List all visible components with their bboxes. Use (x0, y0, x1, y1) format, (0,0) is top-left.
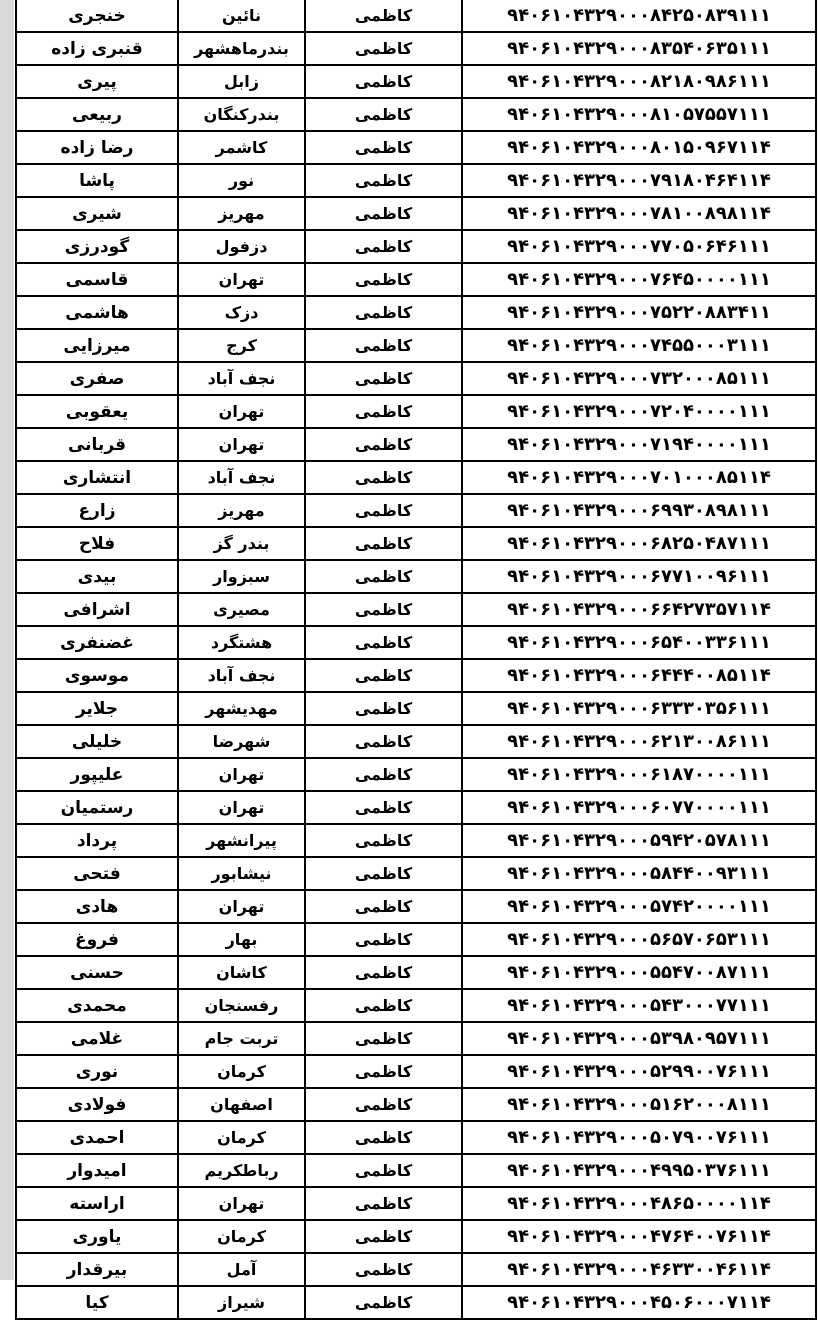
city-cell: تهران (178, 263, 305, 296)
last-name-cell: پرداد (16, 824, 178, 857)
code-cell: ۹۴۰۶۱۰۴۳۲۹۰۰۰۶۲۱۳۰۰۸۶۱۱۱ (462, 725, 816, 758)
code-cell: ۹۴۰۶۱۰۴۳۲۹۰۰۰۷۴۵۵۰۰۰۳۱۱۱ (462, 329, 816, 362)
first-name-cell: کاظمی (305, 494, 462, 527)
table-row (16, 1253, 816, 1286)
code-cell: ۹۴۰۶۱۰۴۳۲۹۰۰۰۵۹۴۲۰۵۷۸۱۱۱ (462, 824, 816, 857)
code-cell: ۹۴۰۶۱۰۴۳۲۹۰۰۰۴۶۳۳۰۰۴۶۱۱۴ (462, 1253, 816, 1286)
code-cell: ۹۴۰۶۱۰۴۳۲۹۰۰۰۵۶۵۷۰۶۵۳۱۱۱ (462, 923, 816, 956)
first-name-cell: کاظمی (305, 428, 462, 461)
last-name-cell: خلیلی (16, 725, 178, 758)
city-cell: مصیری (178, 593, 305, 626)
table-row (16, 1022, 816, 1055)
last-name-cell: اراسته (16, 1187, 178, 1220)
code-cell: ۹۴۰۶۱۰۴۳۲۹۰۰۰۶۳۳۳۰۳۵۶۱۱۱ (462, 692, 816, 725)
last-name-cell: قاسمی (16, 263, 178, 296)
first-name-cell: کاظمی (305, 989, 462, 1022)
last-name-cell: فروغ (16, 923, 178, 956)
last-name-cell: خنجری (16, 0, 178, 32)
first-name-cell: کاظمی (305, 263, 462, 296)
city-cell: تهران (178, 428, 305, 461)
code-cell: ۹۴۰۶۱۰۴۳۲۹۰۰۰۶۵۴۰۰۳۳۶۱۱۱ (462, 626, 816, 659)
table-row (16, 0, 816, 32)
last-name-cell: پاشا (16, 164, 178, 197)
last-name-cell: یاوری (16, 1220, 178, 1253)
table-row (16, 197, 816, 230)
records-table-container (15, 0, 817, 1313)
code-cell: ۹۴۰۶۱۰۴۳۲۹۰۰۰۸۰۱۵۰۹۶۷۱۱۴ (462, 131, 816, 164)
city-cell: تهران (178, 791, 305, 824)
last-name-cell: میرزایی (16, 329, 178, 362)
city-cell: اصفهان (178, 1088, 305, 1121)
city-cell: بهار (178, 923, 305, 956)
code-cell: ۹۴۰۶۱۰۴۳۲۹۰۰۰۷۱۹۴۰۰۰۰۱۱۱ (462, 428, 816, 461)
code-cell: ۹۴۰۶۱۰۴۳۲۹۰۰۰۶۸۲۵۰۴۸۷۱۱۱ (462, 527, 816, 560)
table-row (16, 230, 816, 263)
city-cell: دزک (178, 296, 305, 329)
table-row (16, 923, 816, 956)
table-row (16, 1088, 816, 1121)
first-name-cell: کاظمی (305, 824, 462, 857)
first-name-cell: کاظمی (305, 131, 462, 164)
last-name-cell: صفری (16, 362, 178, 395)
code-cell: ۹۴۰۶۱۰۴۳۲۹۰۰۰۷۳۲۰۰۰۸۵۱۱۱ (462, 362, 816, 395)
last-name-cell: نوری (16, 1055, 178, 1088)
first-name-cell: کاظمی (305, 395, 462, 428)
code-cell: ۹۴۰۶۱۰۴۳۲۹۰۰۰۴۵۰۶۰۰۰۷۱۱۴ (462, 1286, 816, 1319)
first-name-cell: کاظمی (305, 1220, 462, 1253)
first-name-cell: کاظمی (305, 923, 462, 956)
table-row (16, 461, 816, 494)
city-cell: تهران (178, 395, 305, 428)
code-cell: ۹۴۰۶۱۰۴۳۲۹۰۰۰۴۹۹۵۰۳۷۶۱۱۱ (462, 1154, 816, 1187)
last-name-cell: جلایر (16, 692, 178, 725)
city-cell: شیراز (178, 1286, 305, 1319)
table-row (16, 791, 816, 824)
table-row (16, 296, 816, 329)
first-name-cell: کاظمی (305, 296, 462, 329)
table-row (16, 626, 816, 659)
first-name-cell: کاظمی (305, 1187, 462, 1220)
table-row (16, 362, 816, 395)
code-cell: ۹۴۰۶۱۰۴۳۲۹۰۰۰۸۴۲۵۰۸۳۹۱۱۱ (462, 0, 816, 32)
city-cell: نجف آباد (178, 362, 305, 395)
code-cell: ۹۴۰۶۱۰۴۳۲۹۰۰۰۵۴۳۰۰۰۷۷۱۱۱ (462, 989, 816, 1022)
city-cell: کرمان (178, 1220, 305, 1253)
last-name-cell: بیرقدار (16, 1253, 178, 1286)
city-cell: مهدیشهر (178, 692, 305, 725)
table-row (16, 725, 816, 758)
last-name-cell: رستمیان (16, 791, 178, 824)
city-cell: بندرماهشهر (178, 32, 305, 65)
city-cell: مهریز (178, 494, 305, 527)
first-name-cell: کاظمی (305, 1121, 462, 1154)
city-cell: زابل (178, 65, 305, 98)
last-name-cell: هادی (16, 890, 178, 923)
table-row (16, 329, 816, 362)
first-name-cell: کاظمی (305, 527, 462, 560)
city-cell: تربت جام (178, 1022, 305, 1055)
table-row (16, 824, 816, 857)
city-cell: کرمان (178, 1121, 305, 1154)
table-row (16, 1154, 816, 1187)
code-cell: ۹۴۰۶۱۰۴۳۲۹۰۰۰۶۴۴۴۰۰۸۵۱۱۴ (462, 659, 816, 692)
table-row (16, 659, 816, 692)
city-cell: نجف آباد (178, 659, 305, 692)
code-cell: ۹۴۰۶۱۰۴۳۲۹۰۰۰۸۳۵۴۰۶۳۵۱۱۱ (462, 32, 816, 65)
code-cell: ۹۴۰۶۱۰۴۳۲۹۰۰۰۶۶۴۲۷۳۵۷۱۱۴ (462, 593, 816, 626)
city-cell: مهریز (178, 197, 305, 230)
first-name-cell: کاظمی (305, 329, 462, 362)
code-cell: ۹۴۰۶۱۰۴۳۲۹۰۰۰۷۶۴۵۰۰۰۰۱۱۱ (462, 263, 816, 296)
table-row (16, 890, 816, 923)
table-row (16, 989, 816, 1022)
last-name-cell: محمدی (16, 989, 178, 1022)
city-cell: کرمان (178, 1055, 305, 1088)
first-name-cell: کاظمی (305, 362, 462, 395)
table-row (16, 1286, 816, 1319)
table-row (16, 395, 816, 428)
code-cell: ۹۴۰۶۱۰۴۳۲۹۰۰۰۷۵۲۲۰۸۸۳۴۱۱ (462, 296, 816, 329)
city-cell: پیرانشهر (178, 824, 305, 857)
city-cell: نائین (178, 0, 305, 32)
last-name-cell: فلاح (16, 527, 178, 560)
code-cell: ۹۴۰۶۱۰۴۳۲۹۰۰۰۶۹۹۳۰۸۹۸۱۱۱ (462, 494, 816, 527)
code-cell: ۹۴۰۶۱۰۴۳۲۹۰۰۰۵۵۴۷۰۰۸۷۱۱۱ (462, 956, 816, 989)
last-name-cell: حسنی (16, 956, 178, 989)
first-name-cell: کاظمی (305, 98, 462, 131)
code-cell: ۹۴۰۶۱۰۴۳۲۹۰۰۰۶۰۷۷۰۰۰۰۱۱۱ (462, 791, 816, 824)
table-row (16, 560, 816, 593)
city-cell: آمل (178, 1253, 305, 1286)
city-cell: نجف آباد (178, 461, 305, 494)
city-cell: رباطکریم (178, 1154, 305, 1187)
table-row (16, 494, 816, 527)
first-name-cell: کاظمی (305, 758, 462, 791)
last-name-cell: غضنفری (16, 626, 178, 659)
first-name-cell: کاظمی (305, 230, 462, 263)
first-name-cell: کاظمی (305, 1253, 462, 1286)
city-cell: بندرکنگان (178, 98, 305, 131)
table-row (16, 692, 816, 725)
code-cell: ۹۴۰۶۱۰۴۳۲۹۰۰۰۷۷۰۵۰۶۴۶۱۱۱ (462, 230, 816, 263)
last-name-cell: فولادی (16, 1088, 178, 1121)
last-name-cell: غلامی (16, 1022, 178, 1055)
last-name-cell: اشرافی (16, 593, 178, 626)
first-name-cell: کاظمی (305, 659, 462, 692)
first-name-cell: کاظمی (305, 956, 462, 989)
last-name-cell: یعقوبی (16, 395, 178, 428)
table-row (16, 758, 816, 791)
last-name-cell: امیدوار (16, 1154, 178, 1187)
code-cell: ۹۴۰۶۱۰۴۳۲۹۰۰۰۴۸۶۵۰۰۰۰۱۱۴ (462, 1187, 816, 1220)
city-cell: نیشابور (178, 857, 305, 890)
first-name-cell: کاظمی (305, 725, 462, 758)
table-row (16, 98, 816, 131)
city-cell: کاشمر (178, 131, 305, 164)
code-cell: ۹۴۰۶۱۰۴۳۲۹۰۰۰۶۷۷۱۰۰۹۶۱۱۱ (462, 560, 816, 593)
code-cell: ۹۴۰۶۱۰۴۳۲۹۰۰۰۵۳۹۸۰۹۵۷۱۱۱ (462, 1022, 816, 1055)
table-row (16, 164, 816, 197)
first-name-cell: کاظمی (305, 791, 462, 824)
last-name-cell: قربانی (16, 428, 178, 461)
city-cell: دزفول (178, 230, 305, 263)
first-name-cell: کاظمی (305, 593, 462, 626)
city-cell: تهران (178, 890, 305, 923)
first-name-cell: کاظمی (305, 1286, 462, 1319)
first-name-cell: کاظمی (305, 1088, 462, 1121)
city-cell: بندر گز (178, 527, 305, 560)
code-cell: ۹۴۰۶۱۰۴۳۲۹۰۰۰۷۲۰۴۰۰۰۰۱۱۱ (462, 395, 816, 428)
first-name-cell: کاظمی (305, 626, 462, 659)
table-row (16, 428, 816, 461)
last-name-cell: انتشاری (16, 461, 178, 494)
last-name-cell: فتحی (16, 857, 178, 890)
last-name-cell: کیا (16, 1286, 178, 1319)
last-name-cell: موسوی (16, 659, 178, 692)
records-table (15, 0, 817, 1320)
code-cell: ۹۴۰۶۱۰۴۳۲۹۰۰۰۷۰۱۰۰۰۸۵۱۱۴ (462, 461, 816, 494)
code-cell: ۹۴۰۶۱۰۴۳۲۹۰۰۰۸۲۱۸۰۹۸۶۱۱۱ (462, 65, 816, 98)
last-name-cell: هاشمی (16, 296, 178, 329)
table-row (16, 263, 816, 296)
table-row (16, 1187, 816, 1220)
first-name-cell: کاظمی (305, 461, 462, 494)
first-name-cell: کاظمی (305, 1154, 462, 1187)
code-cell: ۹۴۰۶۱۰۴۳۲۹۰۰۰۴۷۶۴۰۰۷۶۱۱۴ (462, 1220, 816, 1253)
city-cell: کرج (178, 329, 305, 362)
city-cell: سبزوار (178, 560, 305, 593)
first-name-cell: کاظمی (305, 1022, 462, 1055)
first-name-cell: کاظمی (305, 692, 462, 725)
first-name-cell: کاظمی (305, 197, 462, 230)
city-cell: شهرضا (178, 725, 305, 758)
left-margin-strip (0, 0, 14, 1280)
first-name-cell: کاظمی (305, 1055, 462, 1088)
last-name-cell: پیری (16, 65, 178, 98)
first-name-cell: کاظمی (305, 857, 462, 890)
table-row (16, 593, 816, 626)
table-row (16, 131, 816, 164)
table-row (16, 857, 816, 890)
table-row (16, 1220, 816, 1253)
code-cell: ۹۴۰۶۱۰۴۳۲۹۰۰۰۶۱۸۷۰۰۰۰۱۱۱ (462, 758, 816, 791)
table-row (16, 1055, 816, 1088)
last-name-cell: قنبری زاده (16, 32, 178, 65)
table-row (16, 1121, 816, 1154)
code-cell: ۹۴۰۶۱۰۴۳۲۹۰۰۰۷۸۱۰۰۸۹۸۱۱۴ (462, 197, 816, 230)
city-cell: تهران (178, 758, 305, 791)
code-cell: ۹۴۰۶۱۰۴۳۲۹۰۰۰۵۷۴۲۰۰۰۰۱۱۱ (462, 890, 816, 923)
first-name-cell: کاظمی (305, 560, 462, 593)
code-cell: ۹۴۰۶۱۰۴۳۲۹۰۰۰۷۹۱۸۰۴۶۴۱۱۴ (462, 164, 816, 197)
last-name-cell: بیدی (16, 560, 178, 593)
last-name-cell: ربیعی (16, 98, 178, 131)
code-cell: ۹۴۰۶۱۰۴۳۲۹۰۰۰۵۱۶۲۰۰۰۸۱۱۱ (462, 1088, 816, 1121)
city-cell: تهران (178, 1187, 305, 1220)
last-name-cell: زارع (16, 494, 178, 527)
first-name-cell: کاظمی (305, 65, 462, 98)
last-name-cell: گودرزی (16, 230, 178, 263)
table-row (16, 65, 816, 98)
last-name-cell: احمدی (16, 1121, 178, 1154)
code-cell: ۹۴۰۶۱۰۴۳۲۹۰۰۰۵۸۴۴۰۰۹۳۱۱۱ (462, 857, 816, 890)
city-cell: نور (178, 164, 305, 197)
table-row (16, 527, 816, 560)
code-cell: ۹۴۰۶۱۰۴۳۲۹۰۰۰۵۰۷۹۰۰۷۶۱۱۱ (462, 1121, 816, 1154)
first-name-cell: کاظمی (305, 164, 462, 197)
last-name-cell: شیری (16, 197, 178, 230)
table-row (16, 956, 816, 989)
table-row (16, 32, 816, 65)
first-name-cell: کاظمی (305, 890, 462, 923)
code-cell: ۹۴۰۶۱۰۴۳۲۹۰۰۰۸۱۰۵۷۵۵۷۱۱۱ (462, 98, 816, 131)
city-cell: رفسنجان (178, 989, 305, 1022)
last-name-cell: رضا زاده (16, 131, 178, 164)
first-name-cell: کاظمی (305, 32, 462, 65)
records-table-body (16, 0, 816, 1319)
city-cell: هشتگرد (178, 626, 305, 659)
first-name-cell: کاظمی (305, 0, 462, 32)
code-cell: ۹۴۰۶۱۰۴۳۲۹۰۰۰۵۲۹۹۰۰۷۶۱۱۱ (462, 1055, 816, 1088)
city-cell: کاشان (178, 956, 305, 989)
last-name-cell: علیپور (16, 758, 178, 791)
